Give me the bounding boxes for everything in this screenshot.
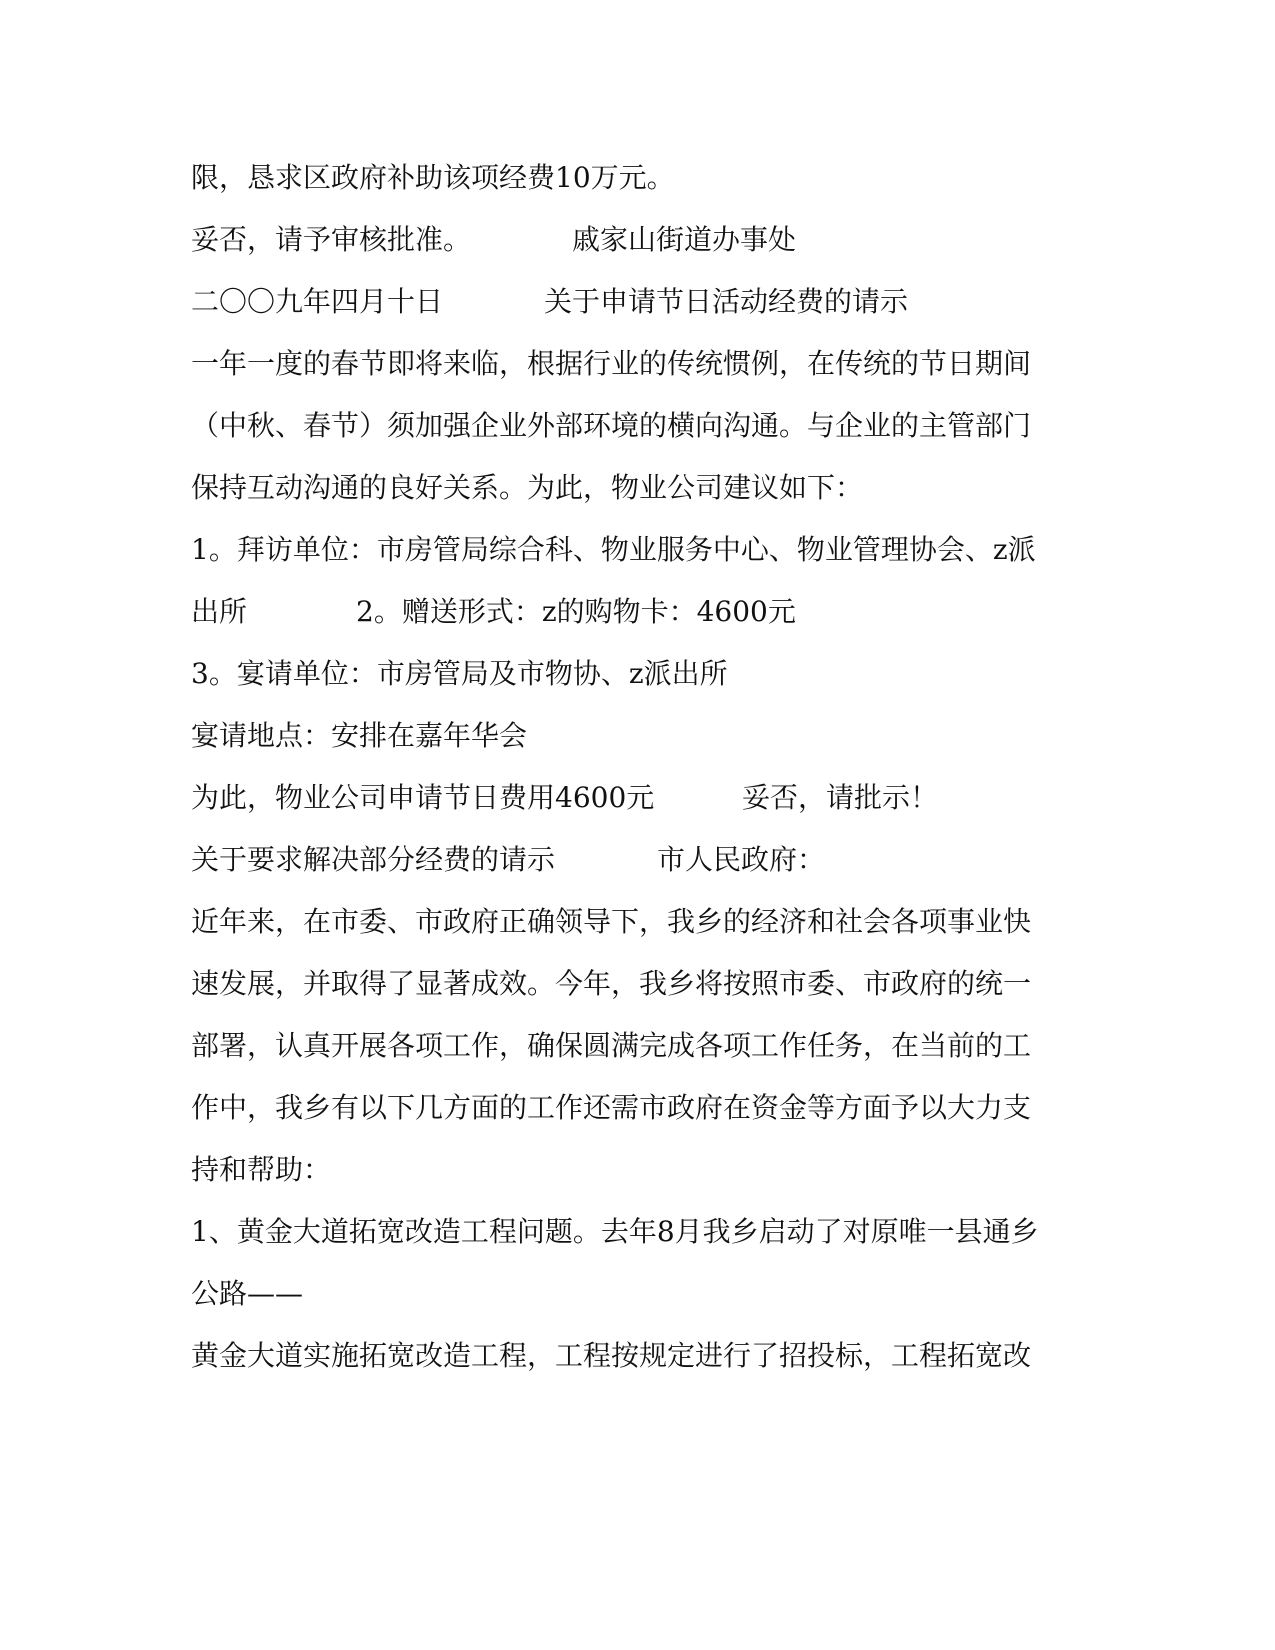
text-line [191,344,1071,384]
text-line [191,1026,1071,1066]
section-title: 关于申请节日活动经费的请示 [544,285,909,318]
line-text: （中秋、春节）须加强企业外部环境的横向沟通。与企业的主管部门 [191,409,1032,442]
date-text: 二〇〇九年四月十日 [191,285,444,318]
text-line [191,1150,1071,1190]
text-line [191,964,1071,1004]
text-line [191,1088,1071,1128]
text-line [191,592,1071,632]
text-line [191,468,1071,508]
text-line [191,654,1071,694]
line-text: 作中，我乡有以下几方面的工作还需市政府在资金等方面予以大力支 [191,1091,1032,1124]
text-line [191,530,1071,570]
text-line [191,1212,1071,1252]
line-text-secondary: 妥否，请批示！ [742,781,939,814]
line-text: 公路—— [191,1277,304,1310]
sender-name: 戚家山街道办事处 [572,223,797,256]
text-line [191,158,1071,198]
addressee: 市人民政府： [657,843,826,876]
line-text: 一年一度的春节即将来临，根据行业的传统惯例，在传统的节日期间 [191,347,1032,380]
line-text: 3。宴请单位：市房管局及市物协、z派出所 [191,657,728,690]
text-line [191,220,1071,260]
text-line [191,1336,1071,1376]
line-text: 部署，认真开展各项工作，确保圆满完成各项工作任务，在当前的工 [191,1029,1032,1062]
text-line [191,840,1071,880]
text-line [191,1274,1071,1314]
line-text: 黄金大道实施拓宽改造工程，工程按规定进行了招投标，工程拓宽改 [191,1339,1032,1372]
line-text: 1、黄金大道拓宽改造工程问题。去年8月我乡启动了对原唯一县通乡 [191,1215,1039,1248]
line-text: 为此，物业公司申请节日费用4600元 [191,781,655,814]
line-text-secondary: 2。赠送形式：z的购物卡：4600元 [356,595,796,628]
line-text: 速发展，并取得了显著成效。今年，我乡将按照市委、市政府的统一 [191,967,1032,1000]
text-line [191,902,1071,942]
text-line [191,716,1071,756]
section-title: 关于要求解决部分经费的请示 [191,843,556,876]
line-text: 妥否，请予审核批准。 [191,223,472,256]
line-text: 限，恳求区政府补助该项经费10万元。 [191,161,675,194]
text-line [191,406,1071,446]
line-text: 持和帮助： [191,1153,332,1186]
line-text: 保持互动沟通的良好关系。为此，物业公司建议如下： [191,471,864,504]
line-text: 近年来，在市委、市政府正确领导下，我乡的经济和社会各项事业快 [191,905,1032,938]
text-line [191,282,1071,322]
line-text: 1。拜访单位：市房管局综合科、物业服务中心、物业管理协会、z派 [191,533,1036,566]
line-text: 宴请地点：安排在嘉年华会 [191,719,528,752]
text-line [191,778,1071,818]
line-text: 出所 [191,595,248,628]
